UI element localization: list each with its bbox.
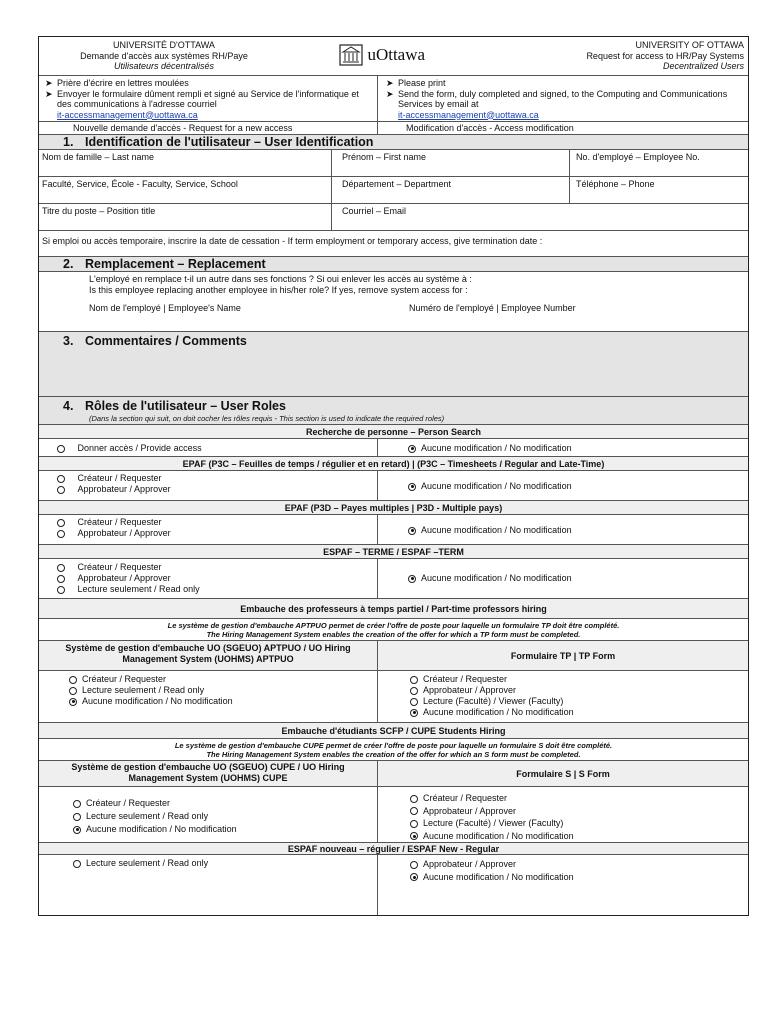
tp-requester-option[interactable] (410, 674, 748, 685)
instruction-fr-print: Prière d'écrire en lettres moulées (57, 78, 189, 88)
term-requester-option[interactable] (57, 562, 377, 573)
aptpuo-columns (39, 641, 748, 671)
provide-access-option[interactable] (39, 439, 377, 456)
parttime-header: Embauche des professeurs à temps partiel / Part-time professors hiring (39, 599, 748, 619)
termination-label: Si emploi ou accès temporaire, inscrire la date de cessation - If term employment or temporary access, give termination date : (42, 236, 543, 246)
instruction-fr-send: Envoyer le formulaire dûment rempli et signé au Service de l'informatique et des communications à l'adresse courriel (57, 88, 359, 109)
email-label: Courriel – Email (342, 206, 407, 216)
p3d-requester-option[interactable] (57, 517, 377, 528)
read-only-label: Lecture seulement / Read only (86, 858, 209, 868)
term-approver-option[interactable] (57, 573, 377, 584)
aptpuo-requester-option[interactable] (69, 674, 377, 685)
position-label: Titre du poste – Position title (42, 206, 156, 216)
no-modification-label: Aucune modification / No modification (421, 573, 572, 583)
replacement-block (39, 272, 748, 332)
read-only-label: Lecture seulement / Read only (86, 811, 209, 821)
radio-selected-icon (408, 575, 416, 583)
university-logo (339, 37, 469, 75)
espaf-new-row (39, 855, 748, 915)
no-modification-label: Aucune modification / No modification (421, 481, 572, 491)
epaf-p3c-row (39, 471, 748, 501)
access-request-form (38, 36, 749, 916)
epaf-p3d-row (39, 515, 748, 545)
radio-selected-icon (73, 826, 81, 834)
new-access-option[interactable]: Nouvelle demande d'accès - Request for a new access (73, 123, 293, 133)
aptpuo-note-fr: Le système de gestion d'embauche APTPUO permet de créer l'offre de poste pour laquelle un formulaire TP doit être complété. (167, 621, 620, 630)
tp-viewer-option[interactable] (410, 696, 748, 707)
approver-label: Approbateur / Approver (77, 528, 171, 538)
person-search-row (39, 439, 748, 457)
id-row-3 (39, 204, 748, 231)
s-form-title: Formulaire S | S Form (377, 761, 748, 786)
students-header: Embauche d'étudiants SCFP / CUPE Students Hiring (39, 723, 748, 739)
termination-row[interactable] (39, 231, 748, 257)
replacement-question-en: Is this employee replacing another employee in his/her role? If yes, remove system access for : (89, 284, 468, 295)
approver-label: Approbateur / Approver (423, 685, 517, 695)
section-1-header (39, 135, 748, 150)
aptpuo-note (39, 619, 748, 641)
no-modification-label: Aucune modification / No modification (82, 696, 233, 706)
cupe-columns (39, 761, 748, 787)
espaf-term-header: ESPAF – TERME / ESPAF –TERM (39, 545, 748, 559)
requester-label: Créateur / Requester (77, 562, 162, 572)
replaced-employee-name[interactable]: Nom de l'employé | Employee's Name (89, 303, 241, 313)
radio-icon (69, 676, 77, 684)
header-left-subtitle: Utilisateurs décentralisés (113, 61, 215, 71)
espaf-term-row (39, 559, 748, 599)
p3c-requester-option[interactable] (57, 473, 377, 484)
email-link-fr[interactable]: it-accessmanagement@uottawa.ca (57, 109, 198, 120)
radio-selected-icon (408, 527, 416, 535)
phone-field[interactable] (569, 177, 748, 203)
radio-icon (410, 795, 418, 803)
radio-icon (57, 586, 65, 594)
section-4-title: Rôles de l'utilisateur – User Roles (85, 399, 286, 413)
epaf-p3d-header: EPAF (P3D – Payes multiples | P3D - Multiple pays) (39, 501, 748, 515)
no-modification-label: Aucune modification / No modification (421, 443, 572, 453)
viewer-label: Lecture (Faculté) / Viewer (Faculty) (423, 696, 564, 706)
espaf-new-header: ESPAF nouveau – régulier / ESPAF New - Regular (39, 843, 748, 855)
id-row-2 (39, 177, 748, 204)
radio-selected-icon (69, 698, 77, 706)
department-field[interactable] (331, 177, 569, 203)
cupe-options (39, 787, 748, 843)
espaf-new-read-only-option[interactable] (73, 858, 377, 869)
approver-label: Approbateur / Approver (77, 484, 171, 494)
faculty-field[interactable] (39, 177, 331, 203)
radio-icon (73, 860, 81, 868)
radio-icon (73, 800, 81, 808)
radio-icon (57, 475, 65, 483)
id-row-1 (39, 150, 748, 177)
p3c-no-modification-option[interactable] (377, 471, 748, 500)
faculty-label: Faculté, Service, École - Faculty, Service, School (42, 179, 238, 189)
first-name-field[interactable] (331, 150, 569, 176)
request-type-row (39, 122, 748, 135)
requester-label: Créateur / Requester (77, 473, 162, 483)
section-3-comments[interactable] (39, 332, 748, 397)
position-field[interactable] (39, 204, 331, 230)
header-right-university: UNIVERSITY OF OTTAWA (635, 40, 744, 50)
person-search-header: Recherche de personne – Person Search (39, 425, 748, 439)
radio-icon (410, 861, 418, 869)
term-read-only-option[interactable] (57, 584, 377, 595)
provide-access-label: Donner accès / Provide access (77, 443, 202, 453)
requester-label: Créateur / Requester (77, 517, 162, 527)
radio-selected-icon (410, 873, 418, 881)
p3d-no-modification-option[interactable] (377, 515, 748, 544)
radio-icon (410, 687, 418, 695)
header-right-title: Request for access to HR/Pay Systems (586, 50, 744, 61)
epaf-p3c-header: EPAF (P3C – Feuilles de temps / régulier et en retard) | (P3C – Timesheets / Regular and Late-Time) (39, 457, 748, 471)
section-number: 1. (63, 135, 74, 149)
radio-icon (410, 698, 418, 706)
section-number: 2. (63, 257, 74, 271)
last-name-label: Nom de famille – Last name (42, 152, 155, 162)
radio-icon (57, 575, 65, 583)
read-only-label: Lecture seulement / Read only (77, 584, 200, 594)
section-2-header (39, 257, 748, 272)
s-viewer-option[interactable] (410, 817, 748, 830)
read-only-label: Lecture seulement / Read only (82, 685, 205, 695)
aptpuo-read-only-option[interactable] (69, 685, 377, 696)
section-number: 3. (63, 334, 74, 348)
no-modification-label: Aucune modification / No modification (86, 824, 237, 834)
section-1-title: Identification de l'utilisateur – User Identification (85, 135, 374, 149)
aptpuo-system-title: Système de gestion d'embauche UO (SGEUO) APTPUO / UO Hiring Management System (UOHMS) APTPUO (65, 643, 351, 664)
radio-icon (410, 807, 418, 815)
radio-icon (73, 813, 81, 821)
radio-icon (410, 676, 418, 684)
radio-icon (57, 530, 65, 538)
logo-text: uOttawa (367, 45, 426, 64)
section-3-title: Commentaires / Comments (85, 334, 247, 348)
cupe-system-title: Système de gestion d'embauche UO (SGEUO) CUPE / UO Hiring Management System (UOHMS) CUPE (71, 762, 345, 783)
cupe-requester-option[interactable] (73, 797, 377, 810)
tp-form-title: Formulaire TP | TP Form (377, 641, 748, 670)
section-4-header (39, 397, 748, 425)
no-modification-label: Aucune modification / No modification (423, 871, 574, 882)
viewer-label: Lecture (Faculté) / Viewer (Faculty) (423, 818, 564, 828)
header-left-title: Demande d'accès aux systèmes RH/Paye (80, 50, 248, 61)
section-4-subtitle: (Dans la section qui suit, on doit cocher les rôles requis - This section is used to indicate the required roles) (89, 414, 445, 423)
tp-approver-option[interactable] (410, 685, 748, 696)
instruction-en-send: Send the form, duly completed and signed, to the Computing and Communications Services by email at (398, 88, 728, 109)
tp-no-mod-option[interactable] (410, 707, 748, 718)
aptpuo-no-mod-option[interactable] (69, 696, 377, 707)
aptpuo-options (39, 671, 748, 723)
header-left-university: UNIVERSITÉ D'OTTAWA (113, 40, 215, 50)
section-number: 4. (63, 399, 74, 413)
radio-icon (69, 687, 77, 695)
section-2-title: Remplacement – Replacement (85, 257, 266, 271)
radio-icon (57, 564, 65, 572)
radio-icon (57, 486, 65, 494)
requester-label: Créateur / Requester (86, 798, 171, 808)
last-name-field[interactable] (39, 150, 331, 176)
no-modification-label: Aucune modification / No modification (423, 707, 574, 717)
employee-no-label: No. d'employé – Employee No. (576, 152, 700, 162)
radio-icon (57, 445, 65, 453)
radio-icon (410, 820, 418, 828)
header-right-subtitle: Decentralized Users (662, 61, 744, 71)
p3d-approver-option[interactable] (57, 528, 377, 539)
department-label: Département – Department (342, 179, 452, 189)
cupe-no-mod-option[interactable] (73, 823, 377, 836)
cupe-note-fr: Le système de gestion d'embauche CUPE permet de créer l'offre de poste pour laquelle un formulaire S doit être complété. (174, 741, 613, 750)
term-no-modification-option[interactable] (377, 559, 748, 598)
cupe-read-only-option[interactable] (73, 810, 377, 823)
requester-label: Créateur / Requester (82, 674, 167, 684)
radio-selected-icon (408, 483, 416, 491)
phone-label: Téléphone – Phone (576, 179, 655, 189)
no-modification-option[interactable] (377, 439, 748, 456)
radio-selected-icon (408, 445, 416, 453)
s-no-mod-option[interactable] (410, 830, 748, 843)
radio-selected-icon (410, 709, 418, 717)
requester-label: Créateur / Requester (423, 793, 508, 803)
university-building-icon (339, 44, 363, 66)
espaf-new-approver-option[interactable] (410, 858, 748, 871)
no-modification-label: Aucune modification / No modification (421, 525, 572, 535)
email-field[interactable] (331, 204, 748, 230)
p3c-approver-option[interactable] (57, 484, 377, 495)
cupe-note-en: The Hiring Management System enables the creation of the offer for which an S form must be completed. (206, 750, 581, 759)
first-name-label: Prénom – First name (342, 152, 427, 162)
radio-icon (57, 519, 65, 527)
employee-no-field[interactable] (569, 150, 748, 176)
radio-selected-icon (410, 832, 418, 840)
replacement-question-fr: L'employé en remplace t-il un autre dans ses fonctions ? Si oui enlever les accès au système à : (89, 274, 472, 284)
form-header (39, 37, 748, 76)
requester-label: Créateur / Requester (423, 674, 508, 684)
s-requester-option[interactable] (410, 792, 748, 805)
approver-label: Approbateur / Approver (423, 859, 517, 869)
replaced-employee-number[interactable]: Numéro de l'employé | Employee Number (409, 303, 576, 313)
s-approver-option[interactable] (410, 805, 748, 818)
aptpuo-note-en: The Hiring Management System enables the creation of the offer for which a TP form must be completed. (206, 630, 581, 639)
approver-label: Approbateur / Approver (423, 805, 517, 816)
instruction-en-print: Please print (398, 78, 446, 88)
espaf-new-no-mod-option[interactable] (410, 871, 748, 884)
cupe-note (39, 739, 748, 761)
email-link-en[interactable]: it-accessmanagement@uottawa.ca (398, 109, 539, 120)
no-modification-label: Aucune modification / No modification (423, 830, 574, 841)
approver-label: Approbateur / Approver (77, 573, 171, 583)
modify-access-option[interactable]: Modification d'accès - Access modification (377, 122, 748, 134)
instructions: ➤ Prière d'écrire en lettres moulées ➤ Envoyer le formulaire dûment rempli et signé au Service de l'informatique et des communications à l'adresse courriel it-accessmanagement@uottawa.ca ➤ Please print ➤ Send the form, duly completed and signed, to the Computing and Communications Services by email at it-accessmanagement@uottawa.ca (39, 76, 748, 122)
